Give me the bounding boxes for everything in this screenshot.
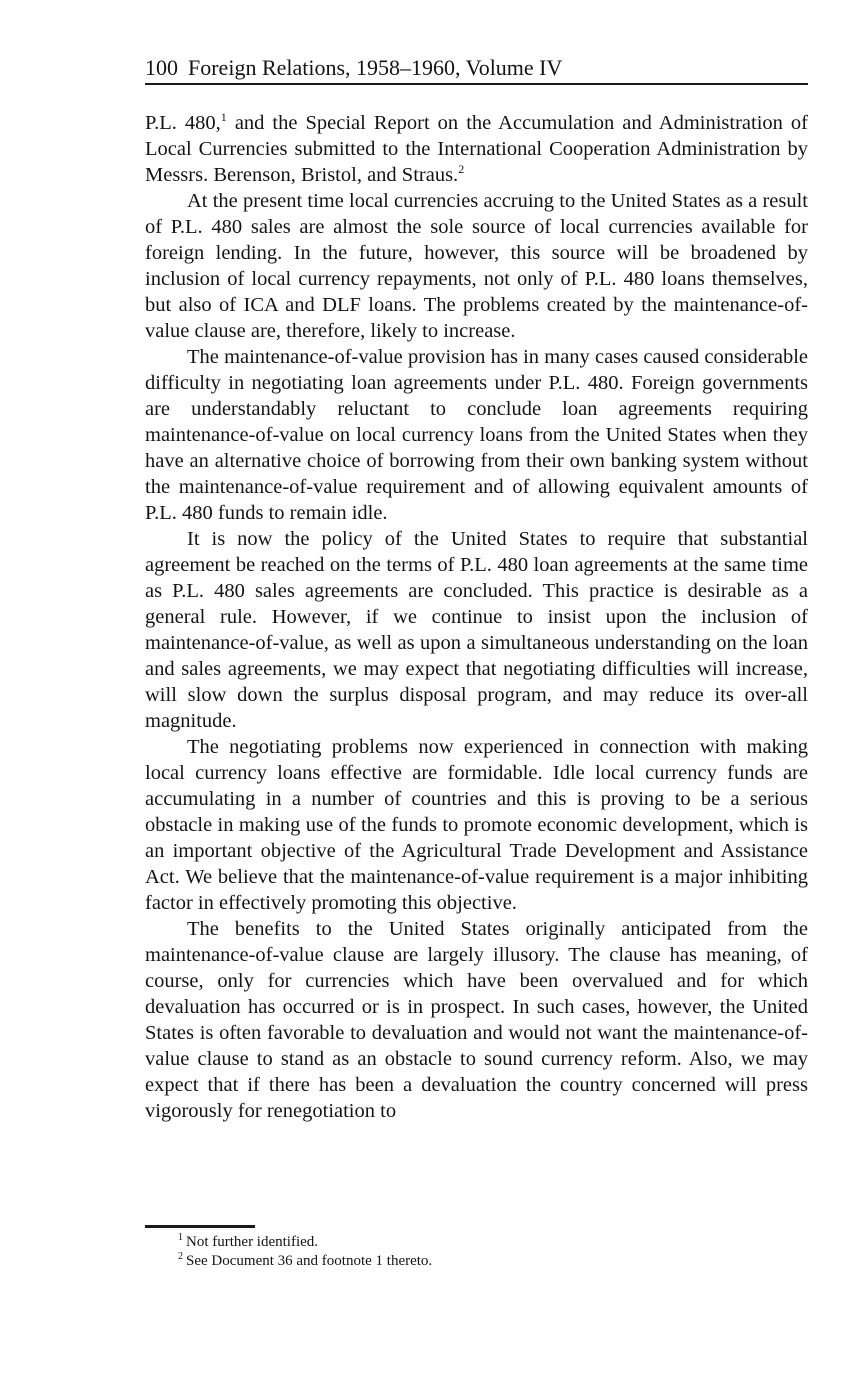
footnote-2 — [178, 1252, 778, 1271]
paragraph-6: The benefits to the United States originally anticipated from the maintenance-of-value clause are largely illusory. The clause has meaning, of course, only for currencies which have been overvalued and for which devaluation has occurred or is in prospect. In such cases, however, the United States is often favorable to devaluation and would not want the maintenance-of-value clause to stand as an obstacle to sound currency reform. Also, we may expect that if there has been a devaluation the country concerned will press vigorously for renegotiation to — [145, 918, 808, 1122]
paragraph-1-text-b: and the Special Report on the Accumulation and Administration of Local Currencies submitted to the International Cooperation Administration by Messrs. Berenson, Bristol, and Straus. — [145, 112, 808, 186]
footnote-1-text: Not further identified. — [186, 1234, 319, 1250]
footnote-1 — [178, 1233, 778, 1252]
body-text — [145, 110, 808, 1124]
footnote-ref-2: 2 — [458, 162, 465, 176]
footnotes — [178, 1233, 778, 1271]
paragraph-3: The maintenance-of-value provision has in many cases caused considerable difficulty in negotiating loan agreements under P.L. 480. Foreign governments are understandably reluctant to conclude loan agreements requiring maintenance-of-value on local currency loans from the United States when they have an alternative choice of borrowing from their own banking system without the maintenance-of-value requirement and of allowing equivalent amounts of P.L. 480 funds to remain idle. — [145, 346, 808, 524]
page-number: 100 — [145, 55, 178, 80]
paragraph-1 — [145, 110, 808, 188]
running-header — [145, 55, 808, 85]
footnote-2-text: See Document 36 and footnote 1 thereto. — [186, 1253, 433, 1269]
footnote-divider — [145, 1225, 255, 1228]
footnote-2-marker: 2 — [178, 1251, 183, 1262]
paragraph-2: At the present time local currencies accruing to the United States as a result of P.L. 480 sales are almost the sole source of local currencies available for foreign lending. In the future, however, this source will be broadened by inclusion of local currency repayments, not only of P.L. 480 loans themselves, but also of ICA and DLF loans. The problems created by the maintenance-of-value clause are, therefore, likely to increase. — [145, 190, 808, 342]
paragraph-1-text-a: P.L. 480, — [145, 112, 221, 134]
running-title: Foreign Relations, 1958–1960, Volume IV — [188, 55, 563, 80]
paragraph-4: It is now the policy of the United States to require that substantial agreement be reached on the terms of P.L. 480 loan agreements at the same time as P.L. 480 sales agreements are concluded. This practice is desirable as a general rule. However, if we continue to insist upon the inclusion of maintenance-of-value, as well as upon a simultaneous understanding on the loan and sales agreements, we may expect that negotiating difficulties will increase, will slow down the surplus disposal program, and may reduce its over-all magnitude. — [145, 528, 808, 732]
footnote-ref-1: 1 — [220, 110, 227, 124]
paragraph-5: The negotiating problems now experienced in connection with making local currency loans effective are formidable. Idle local currency funds are accumulating in a number of countries and this is proving to be a serious obstacle in making use of the funds to promote economic development, which is an important objective of the Agricultural Trade Development and Assistance Act. We believe that the maintenance-of-value requirement is a major inhibiting factor in effectively promoting this objective. — [145, 736, 808, 914]
footnote-1-marker: 1 — [178, 1232, 183, 1243]
